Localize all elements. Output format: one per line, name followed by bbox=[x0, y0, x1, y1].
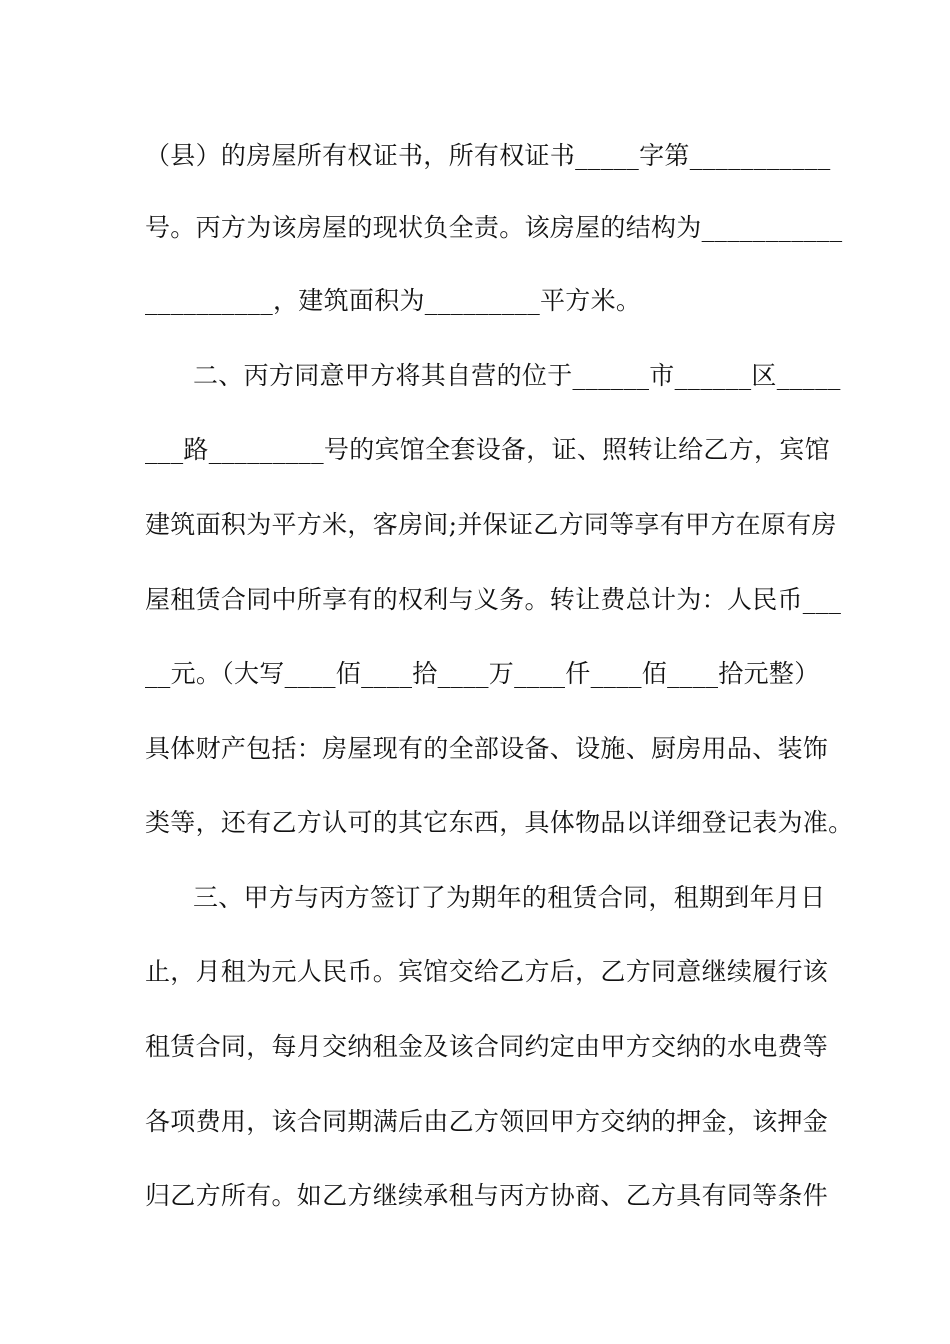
text-line: 类等，还有乙方认可的其它东西，具体物品以详细登记表为准。 bbox=[145, 808, 854, 837]
text-line: 租赁合同，每月交纳租金及该合同约定由甲方交纳的水电费等 bbox=[145, 1032, 829, 1061]
paragraph-start-line: 二、丙方同意甲方将其自营的位于______市______区_____ bbox=[193, 361, 841, 390]
text-line: （县）的房屋所有权证书，所有权证书_____字第___________ bbox=[145, 141, 831, 170]
text-line: 归乙方所有。如乙方继续承租与丙方协商、乙方具有同等条件 bbox=[145, 1181, 829, 1210]
text-line: 屋租赁合同中所享有的权利与义务。转让费总计为：人民币___ bbox=[145, 585, 842, 614]
text-line: 号。丙方为该房屋的现状负全责。该房屋的结构为___________ bbox=[145, 213, 843, 242]
text-line: __元。（大写____佰____拾____万____仟____佰____拾元整） bbox=[145, 659, 820, 688]
text-line: 各项费用，该合同期满后由乙方领回甲方交纳的押金，该押金 bbox=[145, 1107, 829, 1136]
text-line: 具体财产包括：房屋现有的全部设备、设施、厨房用品、装饰 bbox=[145, 734, 829, 763]
paragraph-start-line: 三、甲方与丙方签订了为期年的租赁合同，租期到年月日 bbox=[193, 883, 826, 912]
text-line: __________，建筑面积为_________平方米。 bbox=[145, 286, 642, 315]
text-line: 止，月租为元人民币。宾馆交给乙方后，乙方同意继续履行该 bbox=[145, 957, 829, 986]
text-line: 建筑面积为平方米，客房间;并保证乙方同等享有甲方在原有房 bbox=[145, 510, 837, 539]
text-line: ___路_________号的宾馆全套设备，证、照转让给乙方，宾馆 bbox=[145, 435, 830, 464]
